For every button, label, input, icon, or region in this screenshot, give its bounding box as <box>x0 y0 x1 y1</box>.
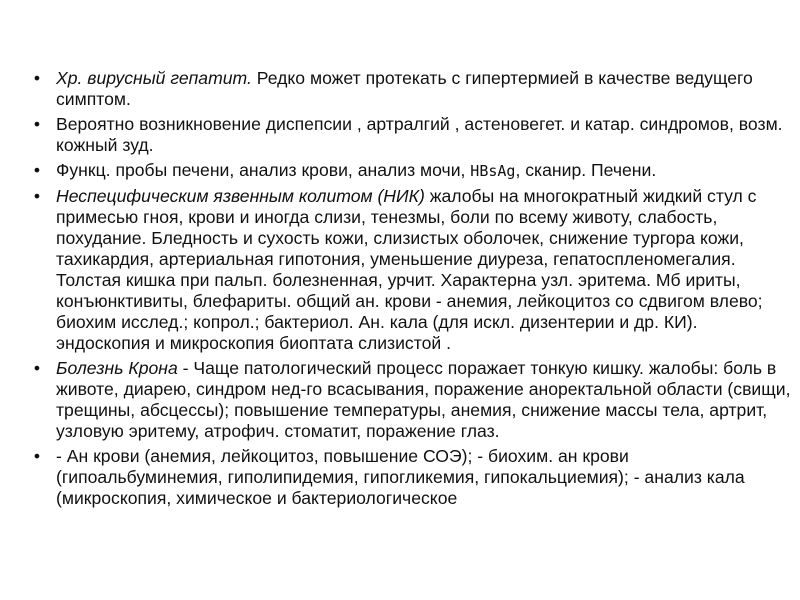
bullet-dot: • <box>33 68 41 88</box>
list-item-dyspepsia <box>30 114 792 156</box>
bullet-list <box>30 68 792 513</box>
list-item-chronic-hepatitis <box>30 68 792 110</box>
list-item-ulcerative-colitis <box>30 186 792 354</box>
bullet-dot: • <box>33 358 41 378</box>
bullet-dot: • <box>33 446 41 466</box>
item-text: Функц. пробы печени, анализ крови, анализ мочи, <box>56 160 471 180</box>
item-text: - Ан крови (анемия, лейкоцитоз, повышение СОЭ); - биохим. ан крови (гипоальбуминемия, гиполипидемия, гипогликемия, гипокальциемия); - анализ кала (микроскопия, химическое и бактериологическое <box>56 446 745 508</box>
bullet-dot: • <box>33 186 41 206</box>
item-lead-italic: Неспецифическим язвенным колитом (НИК) <box>56 186 425 206</box>
list-item-crohn-disease <box>30 358 792 442</box>
list-item-lab-tests <box>30 446 792 509</box>
bullet-dot: • <box>33 160 41 180</box>
item-lead-italic: Хр. вирусный гепатит. <box>56 68 252 88</box>
item-text-after: , сканир. Печени. <box>515 160 657 180</box>
item-text: Вероятно возникновение диспепсии , артралгий , астеновегет. и катар. синдромов, возм. кожный зуд. <box>56 114 783 155</box>
list-item-liver-tests <box>30 160 792 182</box>
item-text: - Чаще патологический процесс поражает тонкую кишку. жалобы: боль в животе, диарею, синдром нед-го всасывания, поражение аноректальной области (свищи, трещины, абсцессы); повышение температуры, анемия, снижение массы тела, артрит, узловую эритему, атрофич. стоматит, поражение глаз. <box>56 358 791 441</box>
item-text: Редко может протекать с гипертермией в качестве ведущего симптом. <box>56 68 753 109</box>
item-lead-italic: Болезнь Крона <box>56 358 178 378</box>
hbsag-term: HBsAg <box>470 162 516 180</box>
bullet-dot: • <box>33 114 41 134</box>
item-text: жалобы на многократный жидкий стул с примесью гноя, крови и иногда слизи, тенезмы, боли по всему животу, слабость, похудание. Бледность и сухость кожи, слизистых оболочек, снижение тургора кожи, тахикардия, артериальная гипотония, уменьшение диуреза, гепатоспленомегалия. Толстая кишка при пальп. болезненная, урчит. Характерна узл. эритема. Мб ириты, конъюнктивиты, блефариты. общий ан. крови - анемия, лейкоцитоз со сдвигом влево; биохим исслед.; копрол.; бактериол. Ан. кала (для искл. дизентерии и др. КИ). эндоскопия и микроскопия биоптата слизистой . <box>56 186 763 353</box>
